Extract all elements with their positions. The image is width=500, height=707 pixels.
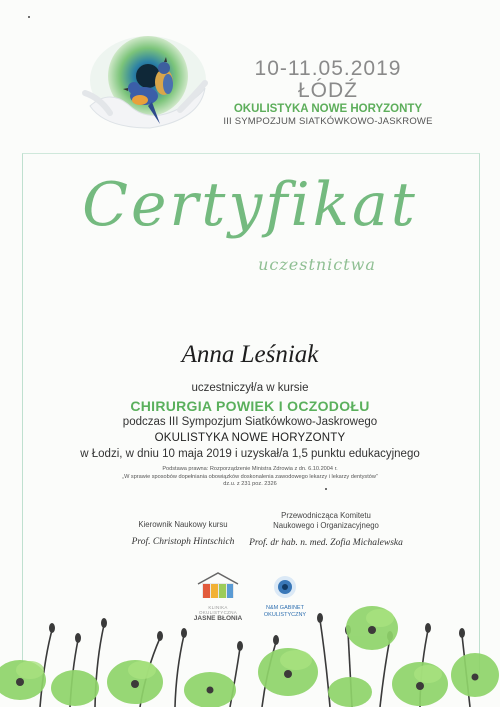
sponsor-name: OKULISTYCZNY bbox=[263, 612, 307, 618]
certificate-subtitle: uczestnictwa bbox=[258, 255, 376, 274]
symposium-line: podczas III Sympozjum Siatkówkowo-Jaskrowego bbox=[122, 416, 378, 428]
conference-name: OKULISTYKA NOWE HORYZONTY bbox=[154, 432, 346, 444]
sponsor-caption: KLINIKA OKULISTYCZNA bbox=[198, 605, 238, 615]
speck bbox=[28, 16, 30, 18]
eye-birds-logo bbox=[80, 28, 210, 132]
signature-name: Prof. dr hab. n. med. Zofia Michalewska bbox=[249, 538, 403, 548]
signature-right bbox=[246, 511, 406, 548]
certificate-title: Certyfikat bbox=[82, 170, 418, 240]
poppy-flowers-decoration bbox=[0, 590, 500, 707]
signature-role: Kierownik Naukowy kursu bbox=[138, 520, 228, 529]
legal-basis bbox=[110, 466, 390, 489]
signature-role: Naukowego i Organizacyjnego bbox=[273, 521, 379, 530]
signature-left bbox=[118, 520, 248, 547]
legal-line: „W sprawie sposobów dopełniania obowiązków doskonalenia zawodowego lekarzy i lekarzy dentystów” bbox=[122, 473, 378, 480]
signature-role: Przewodnicząca Komitetu bbox=[281, 511, 371, 520]
event-header bbox=[222, 58, 434, 128]
sponsor-name: JASNE BŁONIA bbox=[193, 615, 243, 622]
sponsor-name: N&M GABINET bbox=[266, 605, 304, 611]
date-points-line: w Łodzi, w dniu 10 maja 2019 i uzyskał/a 1,5 punktu edukacyjnego bbox=[80, 448, 420, 460]
recipient-name: Anna Leśniak bbox=[181, 341, 319, 368]
legal-line: dz.u. z 231 poz. 2326 bbox=[223, 481, 277, 488]
event-symposium: III SYMPOZJUM SIATKÓWKOWO-JASKROWE bbox=[223, 116, 433, 127]
participation-line: uczestniczył/a w kursie bbox=[191, 382, 309, 394]
event-date-place: 10-11.05.2019 ŁÓDŹ bbox=[254, 57, 402, 102]
legal-line: Podstawa prawna: Rozporządzenie Ministra Zdrowia z dn. 6.10.2004 r. bbox=[162, 466, 338, 472]
course-name: CHIRURGIA POWIEK I OCZODOŁU bbox=[130, 398, 370, 414]
event-name: OKULISTYKA NOWE HORYZONTY bbox=[233, 103, 423, 115]
signature-name: Prof. Christoph Hintschich bbox=[131, 537, 235, 547]
